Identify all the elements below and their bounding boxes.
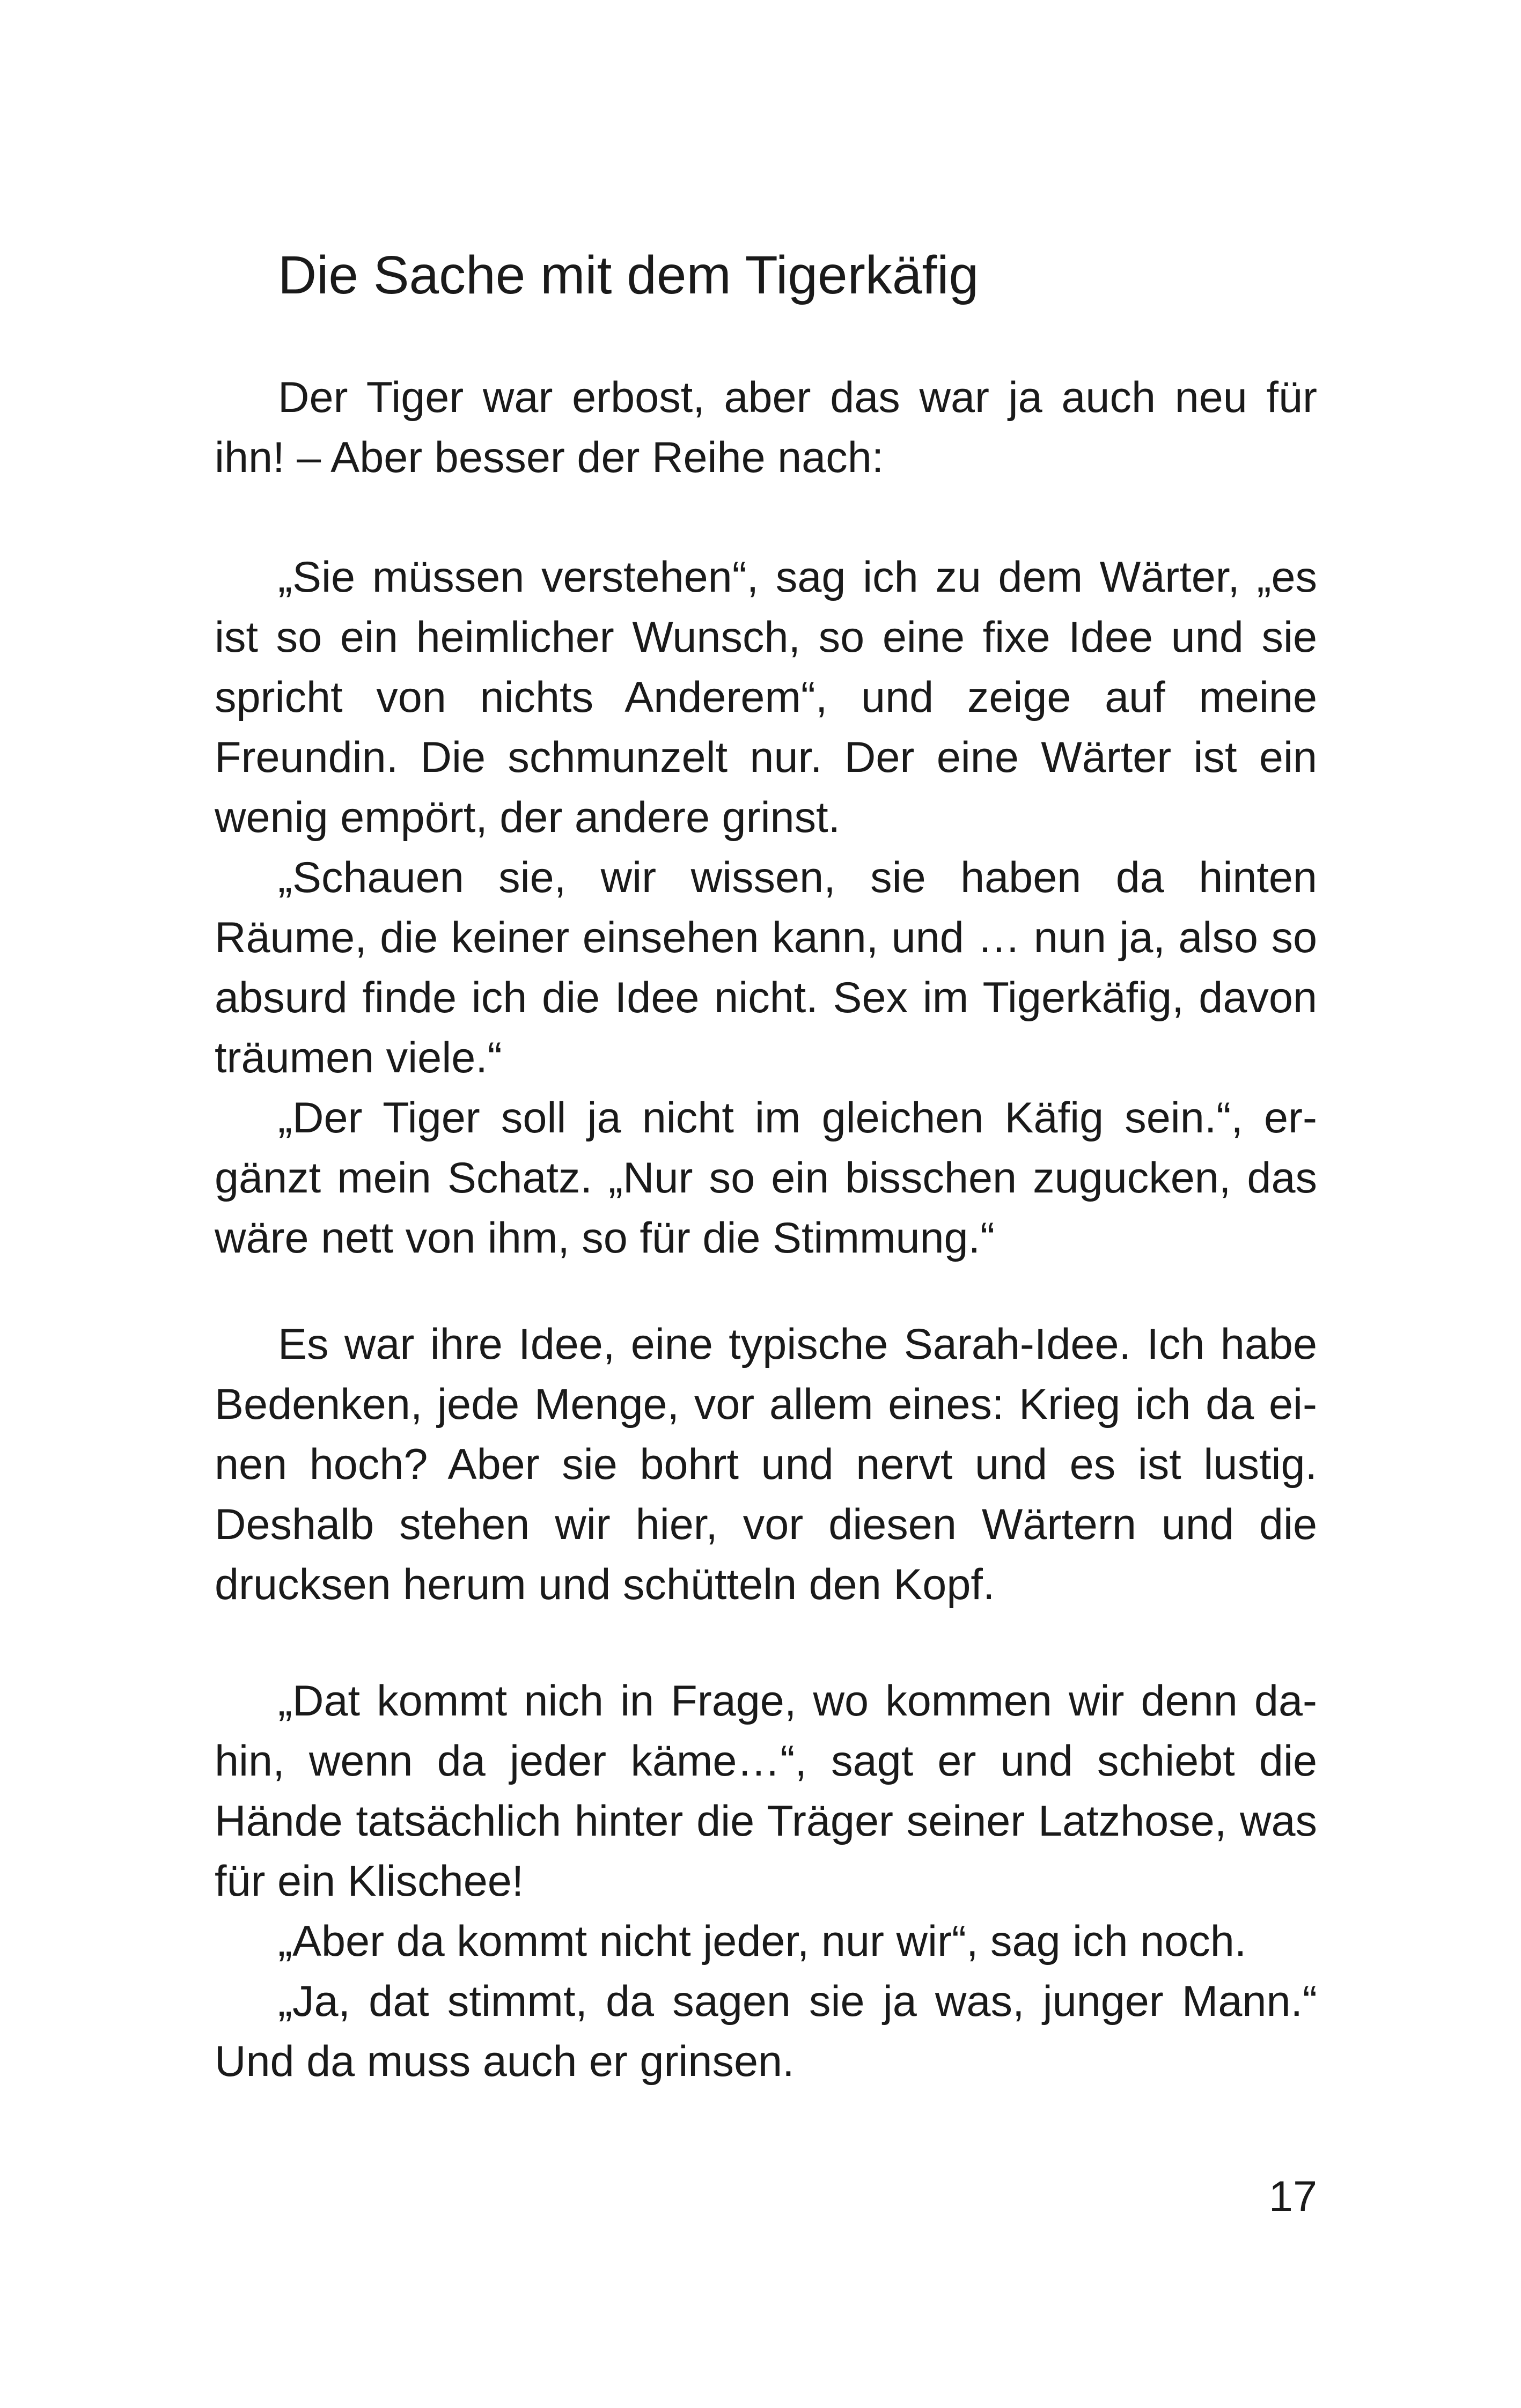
paragraph: Es war ihre Idee, eine typische Sarah-Idee. Ich habe Bedenken, jede Menge, vor allem eines: Krieg ich da einen hoch? Aber sie bohrt und nervt und es ist lustig. Deshalb stehen wir hier, vor diesen Wärtern und die drucksen herum und schütteln den Kopf. — [215, 1320, 1317, 1609]
text-block-3 — [215, 1314, 1317, 1615]
paragraph: „Dat kommt nich in Frage, wo kommen wir denn dahin, wenn da jeder käme…“, sagt er und schiebt die Hände tatsächlich hinter die Träger seiner Latzhose, was für ein Klischee! — [215, 1677, 1317, 1905]
paragraph: Der Tiger war erbost, aber das war ja auch neu für ihn! – Aber besser der Reihe nach: — [215, 373, 1317, 482]
paragraph: „Sie müssen verstehen“, sag ich zu dem Wärter, „es ist so ein heimlicher Wunsch, so eine fixe Idee und sie spricht von nichts Anderem“, und zeige auf meine Freundin. Die schmunzelt nur. Der eine Wärter ist ein wenig empört, der andere grinst. — [215, 553, 1317, 842]
text-block-4 — [215, 1671, 1317, 2092]
paragraph: „Ja, dat stimmt, da sagen sie ja was, junger Mann.“ Und da muss auch er grinsen. — [215, 1977, 1317, 2086]
text-block-2 — [215, 547, 1317, 1268]
paragraph: „Schauen sie, wir wissen, sie haben da hinten Räume, die keiner einsehen kann, und … nun ja, also so absurd finde ich die Idee nicht. Sex im Tigerkäfig, davon träumen viele.“ — [215, 853, 1317, 1082]
paragraph: „Der Tiger soll ja nicht im gleichen Käfig sein.“, ergänzt mein Schatz. „Nur so ein bisschen zugucken, das wäre nett von ihm, so für die Stimmung.“ — [215, 1094, 1317, 1262]
chapter-title: Die Sache mit dem Tigerkäfig — [278, 245, 979, 305]
text-block-1 — [215, 367, 1317, 488]
paragraph: „Aber da kommt nicht jeder, nur wir“, sag ich noch. — [278, 1917, 1247, 1965]
page-number: 17 — [1268, 2173, 1317, 2221]
